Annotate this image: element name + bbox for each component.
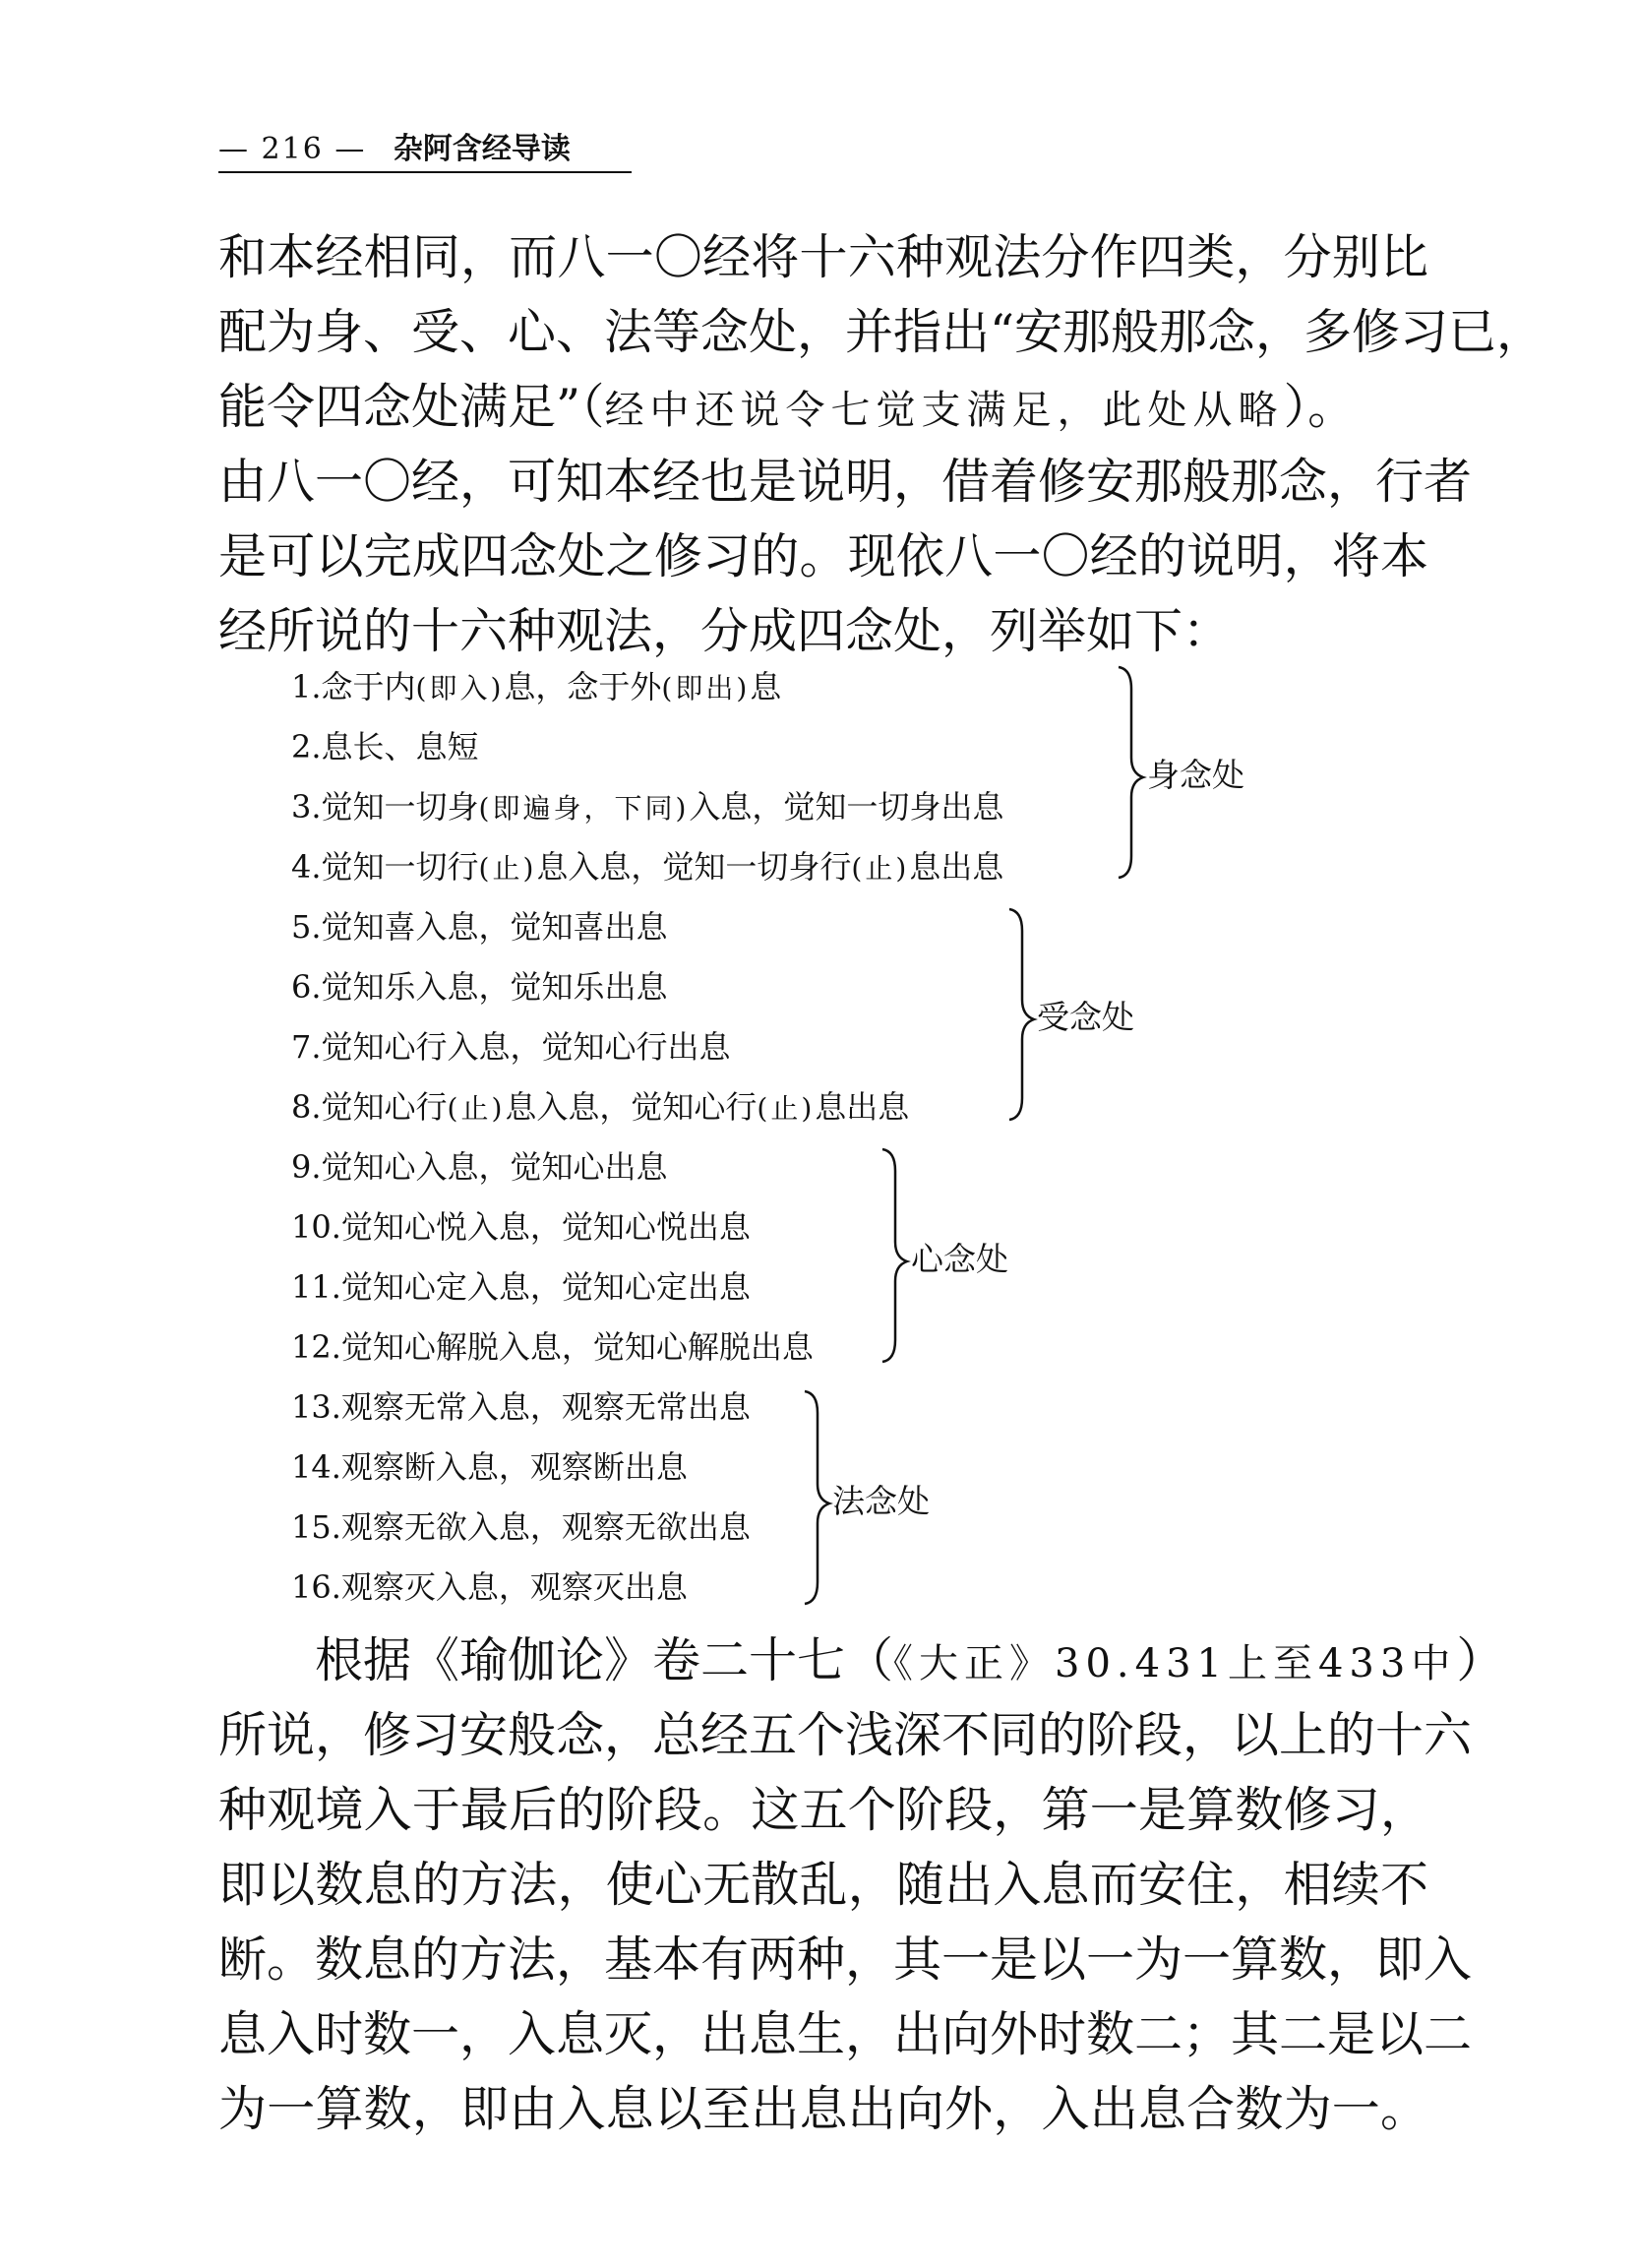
- item-text: 息，念于外: [504, 668, 662, 705]
- text-line: [218, 1624, 1505, 1698]
- text-line: 是可以完成四念处之修习的。现依八一〇经的说明，将本: [218, 528, 1428, 584]
- item-text: 11.觉知心定入息，觉知心定出息: [291, 1268, 751, 1306]
- list-item: [291, 777, 1275, 837]
- item-text: 4.觉知一切行: [291, 848, 479, 886]
- text-line: 由八一〇经，可知本经也是说明，借着修安那般那念，行者: [218, 454, 1473, 510]
- paragraph-1: [218, 220, 1546, 669]
- item-text: 6.觉知乐入息，觉知乐出息: [291, 968, 668, 1006]
- item-text: 12.觉知心解脱入息，觉知心解脱出息: [291, 1328, 814, 1366]
- item-text: 9.觉知心入息，觉知心出息: [291, 1148, 668, 1186]
- item-text: 8.觉知心行: [291, 1088, 448, 1126]
- list-item: [291, 1257, 1275, 1318]
- text-line: [218, 370, 1428, 445]
- item-note: (止): [851, 852, 910, 885]
- text-segment: 根据《瑜伽论》卷二十七（: [315, 1632, 894, 1688]
- item-note: (即入): [415, 672, 505, 705]
- list-item: [291, 1077, 1275, 1137]
- item-note: (止): [447, 1092, 506, 1125]
- item-text: 息: [750, 668, 782, 705]
- item-text: 15.观察无欲入息，观察无欲出息: [291, 1508, 751, 1546]
- contemplation-list: [291, 657, 1275, 1618]
- text-line: 种观境入于最后的阶段。这五个阶段，第一是算数修习，: [218, 1782, 1428, 1838]
- item-text: 13.观察无常入息，观察无常出息: [291, 1388, 751, 1426]
- list-item: [291, 1378, 1275, 1438]
- text-line: 息入时数一，入息灭，出息生，出向外时数二；其二是以二: [218, 2006, 1473, 2062]
- list-item: [291, 657, 1275, 717]
- book-title: 杂阿含经导读: [393, 132, 571, 166]
- item-text: 入息，觉知一切身出息: [689, 788, 1004, 826]
- text-line: 经所说的十六种观法，分成四念处，列举如下：: [218, 603, 1232, 659]
- text-line: 和本经相同，而八一〇经将十六种观法分作四类，分别比: [218, 229, 1428, 285]
- group-label-feeling: 受念处: [1037, 998, 1134, 1036]
- item-note: (即出): [661, 672, 751, 705]
- text-line: 所说，修习安般念，总经五个浅深不同的阶段，以上的十六: [218, 1707, 1473, 1763]
- text-segment: ）: [1456, 1632, 1505, 1688]
- list-item: [291, 1318, 1275, 1378]
- list-item: [291, 717, 1275, 777]
- list-item: [291, 1558, 1275, 1618]
- group-label-dharma: 法念处: [832, 1482, 930, 1520]
- text-segment: ）。: [1283, 379, 1357, 435]
- group-label-mind: 心念处: [911, 1240, 1008, 1278]
- item-text: 息出息: [909, 848, 1004, 886]
- paragraph-2: [218, 1624, 1505, 2147]
- item-text: 息出息: [815, 1088, 910, 1126]
- list-item: [291, 1197, 1275, 1257]
- item-note: (止): [478, 852, 537, 885]
- item-text: 2.息长、息短: [291, 728, 479, 766]
- list-item: [291, 1438, 1275, 1498]
- running-header: [218, 126, 632, 173]
- item-text: 3.觉知一切身: [291, 788, 479, 826]
- page-number: — 216 —: [218, 132, 367, 166]
- text-line: 即以数息的方法，使心无散乱，随出入息而安住，相续不: [218, 1857, 1428, 1913]
- item-text: 息入息，觉知一切身行: [536, 848, 852, 886]
- list-item: [291, 837, 1275, 897]
- list-item: [291, 897, 1275, 957]
- header-rule: [218, 171, 632, 173]
- text-line: 断。数息的方法，基本有两种，其一是以一为一算数，即入: [218, 1931, 1473, 1988]
- item-text: 5.觉知喜入息，觉知喜出息: [291, 908, 668, 946]
- group-label-body: 身念处: [1147, 756, 1244, 794]
- inline-note: 《大正》30.431上至433中: [893, 1641, 1457, 1686]
- text-segment: 能令四念处满足”（: [218, 379, 605, 435]
- list-item: [291, 1498, 1275, 1558]
- item-text: 1.念于内: [291, 668, 416, 705]
- list-item: [291, 1137, 1275, 1197]
- inline-note: 经中还说令七觉支满足，此处从略: [604, 388, 1284, 433]
- item-text: 7.觉知心行入息，觉知心行出息: [291, 1028, 731, 1066]
- item-text: 16.观察灭入息，观察灭出息: [291, 1568, 688, 1606]
- item-note: (即遍身，下同): [478, 792, 690, 825]
- item-note: (止): [757, 1092, 816, 1125]
- item-text: 10.觉知心悦入息，觉知心悦出息: [291, 1208, 751, 1246]
- text-line: 为一算数，即由入息以至出息出向外，入出息合数为一。: [218, 2081, 1428, 2137]
- text-line: 配为身、受、心、法等念处，并指出“安那般那念，多修习已，: [218, 304, 1546, 360]
- item-text: 14.观察断入息，观察断出息: [291, 1448, 688, 1486]
- item-text: 息入息，觉知心行: [505, 1088, 758, 1126]
